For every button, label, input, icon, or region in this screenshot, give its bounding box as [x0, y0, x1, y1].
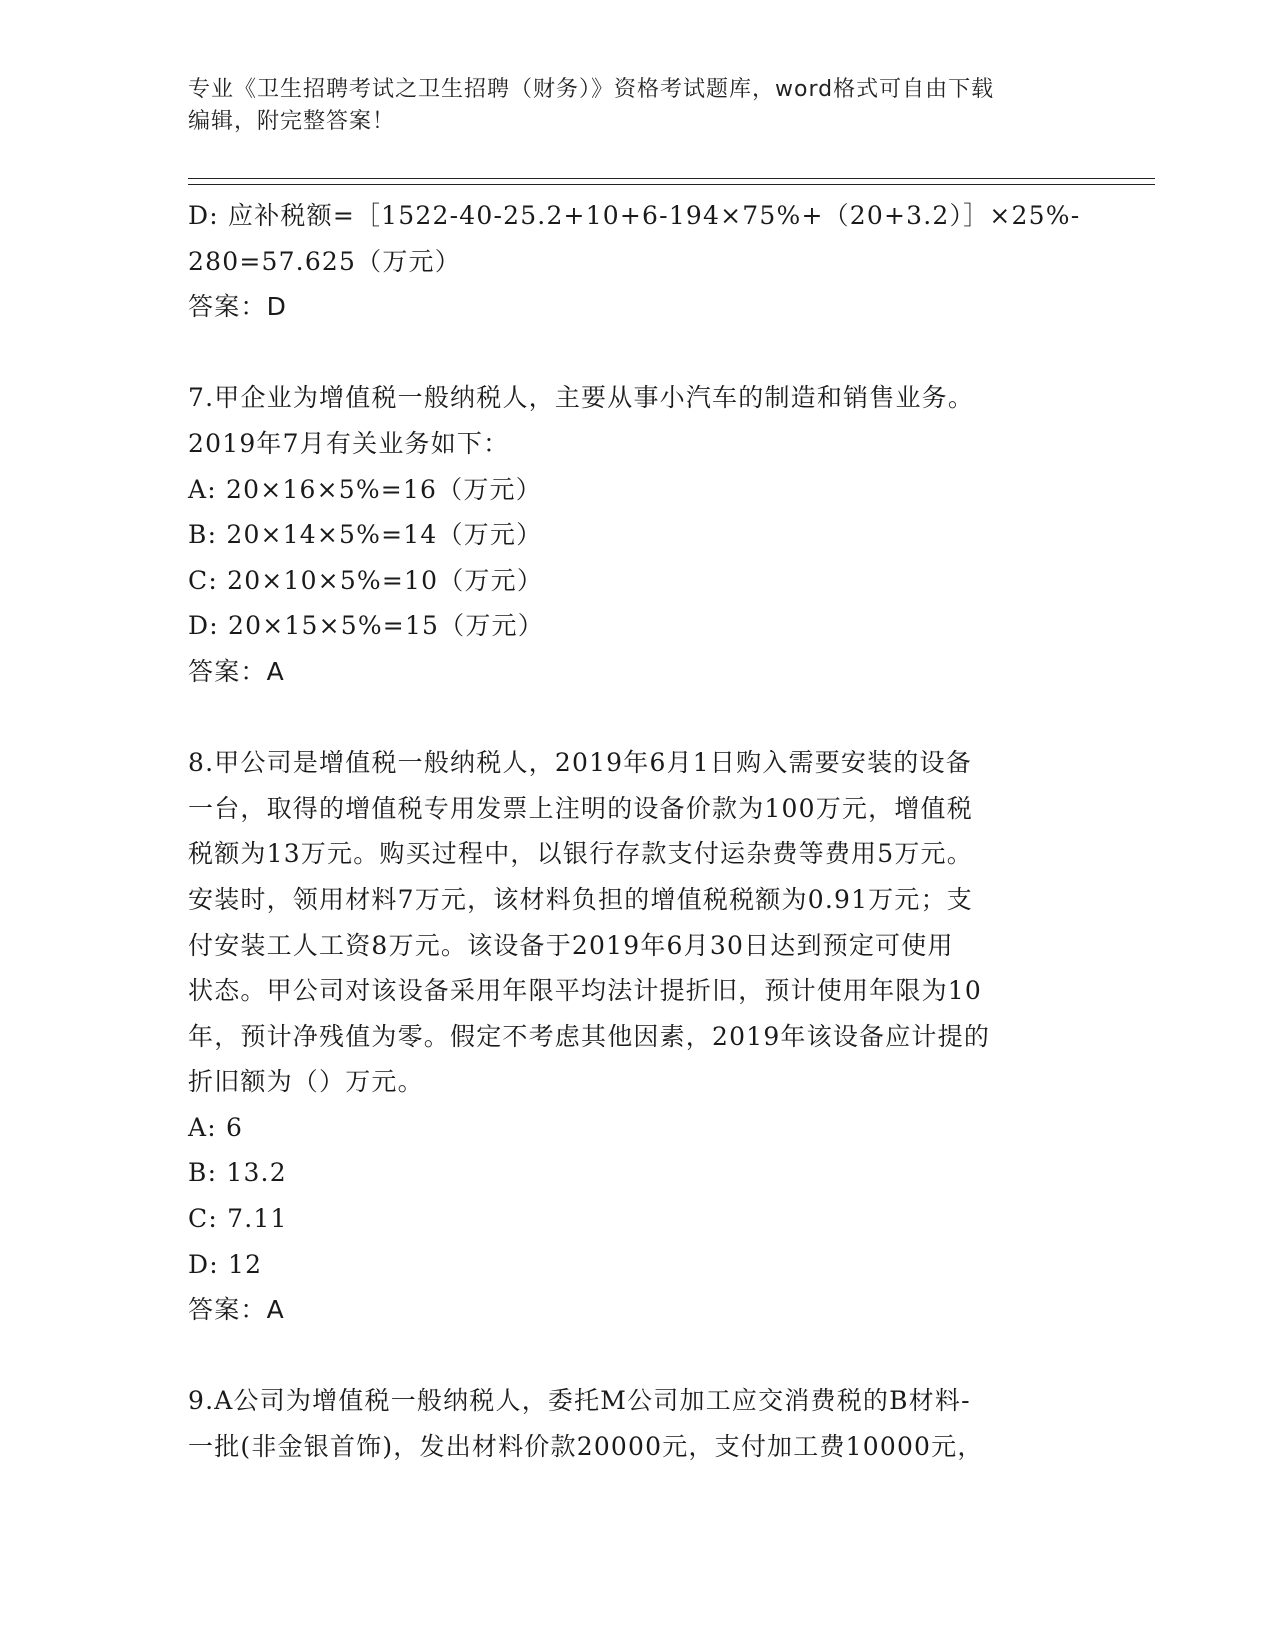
spacer	[188, 695, 1078, 741]
question-9	[188, 1378, 1078, 1469]
option-d-line-2: 280=57.625（万元）	[188, 246, 461, 276]
option-c: C: 20×10×5%=10（万元）	[188, 565, 544, 595]
question-text-line: 一台，取得的增值税专用发票上注明的设备价款为100万元，增值税	[188, 793, 973, 823]
question-text-line: 付安装工人工资8万元。该设备于2019年6月30日达到预定可使用	[188, 930, 954, 960]
option-c: C: 7.11	[188, 1204, 288, 1234]
option-a: A: 6	[188, 1112, 244, 1142]
spacer	[188, 330, 1078, 376]
spacer	[188, 1333, 1078, 1379]
answer-label: 答案：A	[188, 656, 285, 686]
option-b: B: 13.2	[188, 1158, 287, 1188]
option-b: B: 20×14×5%=14（万元）	[188, 520, 543, 550]
document-body	[188, 193, 1081, 1470]
answer-label: 答案：A	[188, 1295, 285, 1325]
question-text-line: 折旧额为（）万元。	[188, 1067, 424, 1097]
option-d: D: 12	[188, 1249, 263, 1279]
header-line-1: 专业《卫生招聘考试之卫生招聘（财务）》资格考试题库，word格式可自由下载	[188, 77, 995, 102]
header-divider-bottom	[188, 184, 1155, 185]
page-header	[188, 74, 1068, 138]
question-text-line: 税额为13万元。购买过程中，以银行存款支付运杂费等费用5万元。	[188, 839, 973, 869]
question-text-line: 年，预计净残值为零。假定不考虑其他因素，2019年该设备应计提的	[188, 1021, 991, 1051]
question-text-line: 状态。甲公司对该设备采用年限平均法计提折旧，预计使用年限为10	[188, 976, 983, 1006]
question-text-line: 2019年7月有关业务如下：	[188, 428, 510, 458]
question-text-line: 7.甲企业为增值税一般纳税人，主要从事小汽车的制造和销售业务。	[188, 383, 975, 413]
question-text-line: 一批(非金银首饰)，发出材料价款20000元，支付加工费10000元，	[188, 1432, 984, 1462]
question-text-line: 9.A公司为增值税一般纳税人，委托M公司加工应交消费税的B材料-	[188, 1386, 971, 1416]
answer-label: 答案：D	[188, 292, 288, 322]
option-a: A: 20×16×5%=16（万元）	[188, 474, 542, 504]
question-text-line: 安装时，领用材料7万元，该材料负担的增值税税额为0.91万元；支	[188, 884, 973, 914]
question-text-line: 8.甲公司是增值税一般纳税人，2019年6月1日购入需要安装的设备	[188, 748, 972, 778]
header-divider-top	[188, 178, 1155, 179]
option-d-line-1: D: 应补税额=［1522-40-25.2+10+6-194×75%+（20+3.2）］×25%-	[188, 201, 1081, 230]
option-d: D: 20×15×5%=15（万元）	[188, 611, 544, 641]
prev-question	[188, 193, 1081, 330]
header-line-2: 编辑，附完整答案！	[188, 109, 396, 134]
question-8	[188, 740, 1078, 1333]
question-7	[188, 375, 1078, 694]
